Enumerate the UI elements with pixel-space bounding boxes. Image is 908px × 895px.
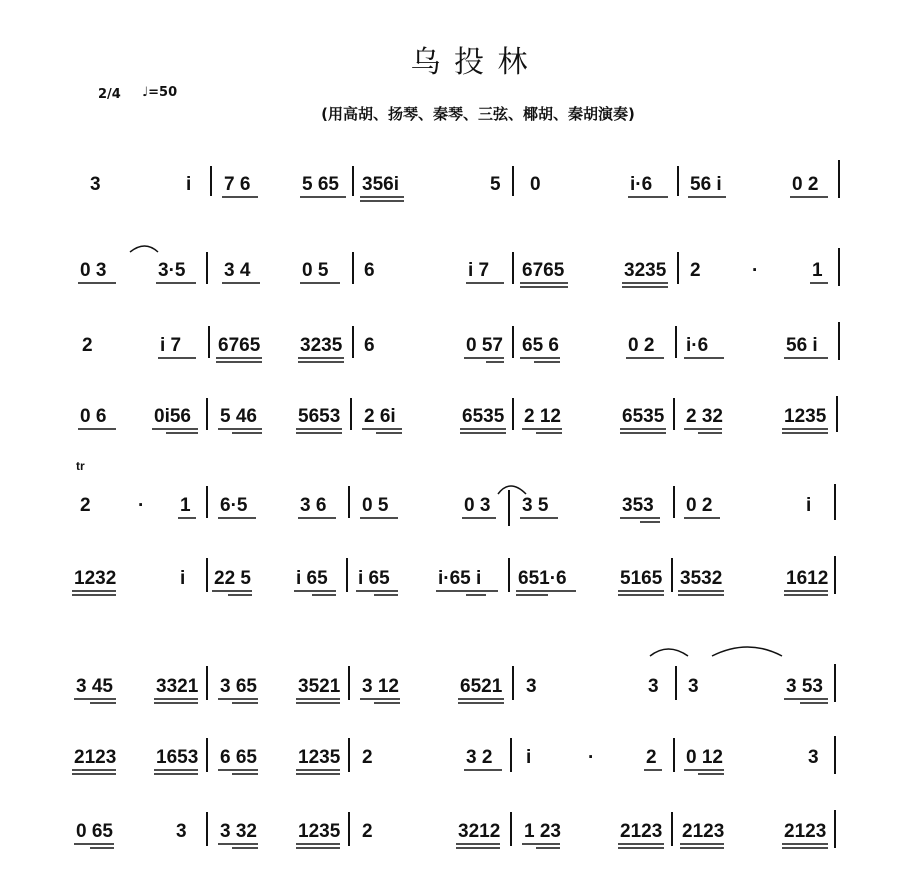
score-row [78,246,839,287]
note-group: 3212 [458,821,501,842]
note-group: 2123 [74,747,117,768]
score-row [76,459,835,526]
score-row [72,556,835,595]
note-group: 3532 [680,568,723,589]
note-group: 3 32 [220,821,257,842]
note-group: 22 5 [214,568,251,589]
score-row [78,396,837,433]
note-group: i [806,495,812,516]
note-group: 0i56 [154,406,191,427]
note-group: 3 [176,821,187,842]
note-group: 6535 [622,406,665,427]
score-row [72,736,835,774]
note-group: 3 45 [76,676,113,697]
note-group: 1235 [784,406,827,427]
note-group: 2123 [620,821,663,842]
note-group: 0 65 [76,821,113,842]
underlines [158,358,828,362]
note-group: 3235 [624,260,667,281]
score-row [90,160,839,201]
underlines [72,591,828,595]
note-group: 3 65 [220,676,257,697]
note-group: · [588,747,595,768]
note-group: 1 [180,495,191,516]
note-group: 0 3 [80,260,107,281]
note-group: 1 [812,260,823,281]
note-group: 2 [362,821,373,842]
note-group: 0 3 [464,495,491,516]
note-group: i 7 [468,260,490,281]
note-group: 3 6 [300,495,327,516]
note-group: 0 5 [302,260,329,281]
note-group: 3 [526,676,537,697]
score-row [74,647,835,703]
note-group: 3 12 [362,676,399,697]
note-group: 65 6 [522,335,559,356]
note-group: 3 [808,747,819,768]
note-group: 2 32 [686,406,723,427]
note-group: 0 [530,174,541,195]
underlines [78,283,828,287]
underlines [72,770,724,774]
note-group: 56 i [690,174,722,195]
note-group: 1232 [74,568,117,589]
trill-marking: tr [76,459,85,473]
note-group: 6765 [218,335,261,356]
note-group: · [138,495,145,516]
underlines [74,844,828,848]
note-group: 3235 [300,335,343,356]
note-group: i 7 [160,335,182,356]
note-group: i 65 [296,568,328,589]
note-group: 2 [82,335,93,356]
underlines [78,429,828,433]
score-row [82,322,839,362]
note-group: 5 [490,174,501,195]
note-group: 1235 [298,747,341,768]
note-group: 0 2 [686,495,713,516]
note-group: i·6 [630,174,653,195]
note-group: 2123 [784,821,827,842]
note-group: · [752,260,759,281]
note-group: 0 57 [466,335,503,356]
note-group: 3 [648,676,659,697]
note-group: 6765 [522,260,565,281]
note-group: i [180,568,186,589]
underlines [222,197,828,201]
underlines [178,518,720,522]
note-group: 0 6 [80,406,107,427]
tempo-marking: ♩=50 [142,85,178,100]
score-row [74,810,835,848]
note-group: 356i [362,174,399,195]
note-group: i [186,174,192,195]
note-group: 651·6 [518,568,567,589]
slur [498,486,526,494]
note-group: 3 5 [522,495,549,516]
note-group: 2123 [682,821,725,842]
note-group: 1 23 [524,821,561,842]
note-group: 6 65 [220,747,257,768]
note-group: 5 46 [220,406,257,427]
note-group: 0 2 [792,174,819,195]
note-group: 5653 [298,406,341,427]
note-group: 3521 [298,676,341,697]
note-group: 6·5 [220,495,248,516]
note-group: 3 4 [224,260,251,281]
note-group: 3 [90,174,101,195]
note-group: 56 i [786,335,818,356]
note-group: 3 [688,676,699,697]
note-group: 2 [362,747,373,768]
note-group: 2 6i [364,406,396,427]
time-signature: 2/4 [98,87,121,102]
instrumentation-subtitle: (用高胡、扬琴、秦琴、三弦、椰胡、秦胡演奏) [321,105,635,123]
note-group: i 65 [358,568,390,589]
note-group: 0 5 [362,495,389,516]
note-group: 2 [690,260,701,281]
slur [712,647,782,656]
note-group: 5 65 [302,174,339,195]
note-group: 1612 [786,568,829,589]
note-group: 2 12 [524,406,561,427]
note-group: 6521 [460,676,503,697]
note-group: i [526,747,532,768]
page-title: 乌 投 林 [410,45,530,80]
slur [130,246,158,252]
note-group: 6535 [462,406,505,427]
note-group: 3 53 [786,676,823,697]
note-group: 2 [80,495,91,516]
note-group: 7 6 [224,174,251,195]
note-group: 6 [364,260,375,281]
note-group: 0 2 [628,335,655,356]
note-group: 5165 [620,568,663,589]
note-group: 3321 [156,676,199,697]
slur [650,649,688,656]
note-group: i·65 i [438,568,482,589]
note-group: 3·5 [158,260,186,281]
note-group: 0 12 [686,747,723,768]
note-group: 353 [622,495,654,516]
underlines [74,699,828,703]
note-group: 1653 [156,747,199,768]
note-group: 1235 [298,821,341,842]
note-group: i·6 [686,335,709,356]
note-group: 2 [646,747,657,768]
note-group: 3 2 [466,747,493,768]
note-group: 6 [364,335,375,356]
